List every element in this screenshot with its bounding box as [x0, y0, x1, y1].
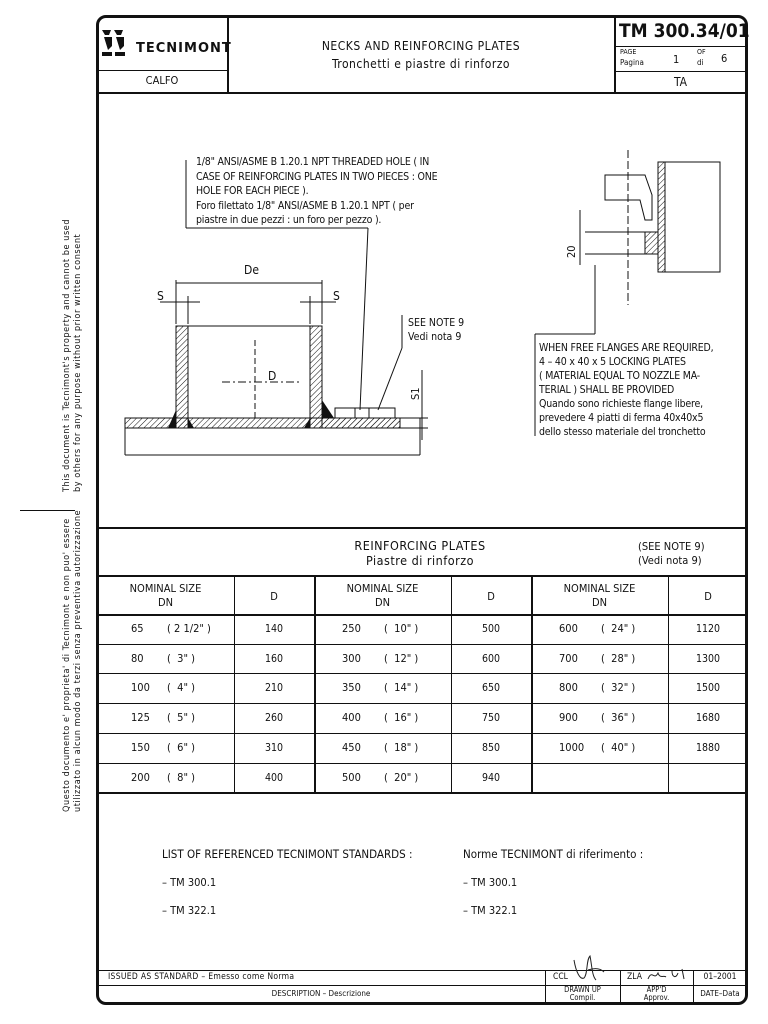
table-cell-dn: 100 [131, 681, 150, 695]
table-cell-dn: 200 [131, 770, 150, 784]
col-header-d: D [270, 590, 278, 603]
standard-item-en: – TM 322.1 [162, 904, 217, 917]
page-label-en: PAGE [620, 48, 637, 56]
legal-text-it-line2: utilizzato in alcun modo da terzi senza preventiva autorizzazione [73, 509, 83, 812]
approved-code: ZLA [627, 972, 642, 982]
plates-title-en: REINFORCING PLATES [354, 538, 486, 553]
row-divider [97, 644, 747, 645]
drawn-code: CCL [553, 972, 568, 982]
col-header-dn: DN [591, 596, 608, 609]
table-cell-inch: ( 14" ) [384, 681, 419, 695]
table-cell-d: 310 [264, 741, 284, 754]
approved-label-en: APP'D [646, 985, 667, 994]
plates-note-it: (Vedi nota 9) [638, 554, 702, 567]
threaded-hole-note [196, 155, 437, 228]
table-cell-inch: ( 2 1/2" ) [167, 622, 211, 635]
legal-text-en-line1: This document is Tecnimont's property and cannot be used [62, 218, 72, 492]
table-cell-dn: 500 [342, 770, 361, 784]
col-header-d: D [487, 590, 495, 603]
row-divider [97, 673, 747, 674]
document-number: TM 300.34/01 [619, 20, 750, 42]
col-header-nominal-size: NOMINAL SIZE [563, 582, 636, 595]
table-cell-inch: ( 40" ) [601, 740, 636, 754]
table-cell-dn: 700 [559, 651, 578, 665]
free-flange-note-line: TERIAL ) SHALL BE PROVIDED [539, 384, 675, 396]
col-header-dn: DN [157, 596, 174, 609]
free-flange-note-line: Quando sono richieste flange libere, [539, 398, 703, 410]
standards-title-en: LIST OF REFERENCED TECNIMONT STANDARDS : [162, 847, 413, 861]
table-cell-dn: 450 [342, 740, 361, 754]
plates-note-en: (SEE NOTE 9) [638, 540, 705, 553]
label-s-left: S [157, 289, 164, 303]
free-flange-note [539, 341, 713, 439]
table-cell-inch: ( 10" ) [384, 622, 419, 635]
legal-text-it [62, 510, 84, 812]
of-label-it: di [697, 58, 704, 67]
row-divider [97, 733, 747, 734]
table-top-line [97, 527, 747, 529]
page-label-it: Pagina [620, 58, 644, 67]
revision-code: TA [673, 75, 688, 89]
standard-item-it: – TM 300.1 [463, 876, 518, 889]
see-note-en: SEE NOTE 9 [408, 317, 465, 329]
row-divider [97, 763, 747, 764]
page-number: 1 [673, 53, 680, 66]
drawn-signature-icon [568, 950, 608, 984]
table-cell-dn: 150 [131, 740, 150, 754]
table-cell-d: 940 [481, 771, 501, 784]
label-d: D [268, 369, 277, 383]
threaded-hole-note-line: piastre in due pezzi : un foro per pezzo ). [196, 214, 382, 226]
col-header-dn: DN [374, 596, 391, 609]
table-cell-dn: 125 [131, 711, 150, 725]
page-total: 6 [721, 52, 728, 65]
table-bottom-line [97, 792, 747, 794]
threaded-hole-note-line: CASE OF REINFORCING PLATES IN TWO PIECES : ONE [196, 170, 438, 183]
free-flange-note-line: WHEN FREE FLANGES ARE REQUIRED, [539, 342, 714, 354]
table-cell-d: 140 [264, 623, 284, 635]
label-s-right: S [333, 289, 340, 303]
date-label: DATE–Data [700, 989, 740, 998]
threaded-hole-note-line: HOLE FOR EACH PIECE ). [196, 185, 309, 197]
table-cell-dn: 400 [342, 711, 361, 725]
title-en: NECKS AND REINFORCING PLATES [321, 39, 521, 53]
see-note-it: Vedi nota 9 [408, 331, 462, 343]
table-cell-d: 750 [481, 712, 501, 725]
approved-label-it: Approv. [643, 993, 670, 1002]
title-it: Tronchetti e piastre di rinforzo [331, 57, 511, 71]
table-cell-dn: 600 [559, 622, 578, 635]
table-cell-dn: 900 [559, 711, 578, 725]
table-cell-inch: ( 36" ) [601, 711, 636, 725]
table-cell-d: 600 [481, 652, 501, 665]
col-header-nominal-size: NOMINAL SIZE [346, 582, 419, 595]
table-cell-inch: ( 18" ) [384, 740, 419, 754]
standard-item-it: – TM 322.1 [463, 904, 518, 917]
table-cell-inch: ( 28" ) [601, 651, 636, 665]
table-cell-dn: 1000 [559, 740, 585, 754]
date-value: 01–2001 [703, 972, 737, 982]
table-cell-inch: ( 12" ) [384, 651, 419, 665]
table-cell-dn: 250 [342, 622, 361, 635]
table-cell-dn: 350 [342, 681, 361, 695]
free-flange-note-line: dello stesso materiale del tronchetto [539, 426, 706, 438]
table-cell-d: 850 [481, 741, 501, 754]
table-cell-inch: ( 3" ) [167, 651, 195, 665]
approved-signature-icon [646, 965, 690, 985]
col-header-d: D [704, 590, 712, 603]
label-de: De [244, 263, 259, 277]
of-label-en: OF [697, 48, 706, 56]
legal-text-it-line1: Questo documento e' proprieta' di Tecnimont e non puo' essere [62, 518, 72, 812]
label-20: 20 [565, 245, 578, 258]
table-cell-dn: 65 [131, 622, 144, 635]
company-name: CALFO [145, 74, 179, 87]
table-cell-dn: 800 [559, 681, 578, 695]
table-cell-inch: ( 16" ) [384, 711, 419, 725]
table-cell-d: 1500 [695, 682, 721, 695]
table-cell-d: 400 [264, 771, 284, 784]
description-label: DESCRIPTION – Descrizione [271, 989, 371, 998]
table-cell-inch: ( 20" ) [384, 770, 419, 784]
legal-text-en-line2: by others for any purpose without prior written consent [73, 233, 83, 492]
plates-title-it: Piastre di rinforzo [365, 553, 475, 568]
free-flange-note-line: prevedere 4 piatti di ferma 40x40x5 [539, 412, 704, 424]
standard-item-en: – TM 300.1 [162, 876, 217, 889]
table-cell-inch: ( 4" ) [167, 681, 195, 695]
table-cell-inch: ( 6" ) [167, 740, 195, 754]
free-flange-note-line: ( MATERIAL EQUAL TO NOZZLE MA- [539, 370, 700, 382]
drawn-label-en: DRAWN UP [564, 985, 601, 994]
table-cell-d: 260 [264, 712, 284, 725]
table-cell-inch: ( 24" ) [601, 622, 636, 635]
label-s1: S1 [409, 387, 422, 400]
table-cell-dn: 80 [131, 651, 144, 665]
drawn-label-it: Compil. [569, 993, 596, 1002]
threaded-hole-note-line: Foro filettato 1/8" ANSI/ASME B 1.20.1 NPT ( per [196, 199, 414, 212]
row-divider [97, 703, 747, 704]
table-cell-d: 650 [481, 682, 501, 695]
table-cell-d: 1120 [695, 623, 721, 635]
table-cell-d: 160 [264, 652, 284, 665]
table-cell-inch: ( 5" ) [167, 711, 195, 725]
table-cell-d: 210 [264, 682, 284, 695]
logo-text: TECNIMONT [136, 41, 232, 56]
table-cell-inch: ( 32" ) [601, 681, 636, 695]
free-flange-note-line: 4 – 40 x 40 x 5 LOCKING PLATES [539, 356, 686, 368]
table-cell-d: 1880 [695, 741, 721, 754]
table-cell-dn: 300 [342, 651, 361, 665]
table-cell-inch: ( 8" ) [167, 770, 195, 784]
table-cell-d: 1680 [695, 712, 721, 725]
table-cell-d: 500 [481, 623, 501, 635]
standards-title-it: Norme TECNIMONT di riferimento : [463, 847, 644, 861]
threaded-hole-note-line: 1/8" ANSI/ASME B 1.20.1 NPT THREADED HOLE ( IN [196, 156, 430, 168]
col-header-nominal-size: NOMINAL SIZE [129, 582, 202, 595]
table-cell-d: 1300 [695, 652, 721, 665]
plates-table [97, 575, 747, 792]
issued-text: ISSUED AS STANDARD – Emesso come Norma [108, 972, 295, 982]
